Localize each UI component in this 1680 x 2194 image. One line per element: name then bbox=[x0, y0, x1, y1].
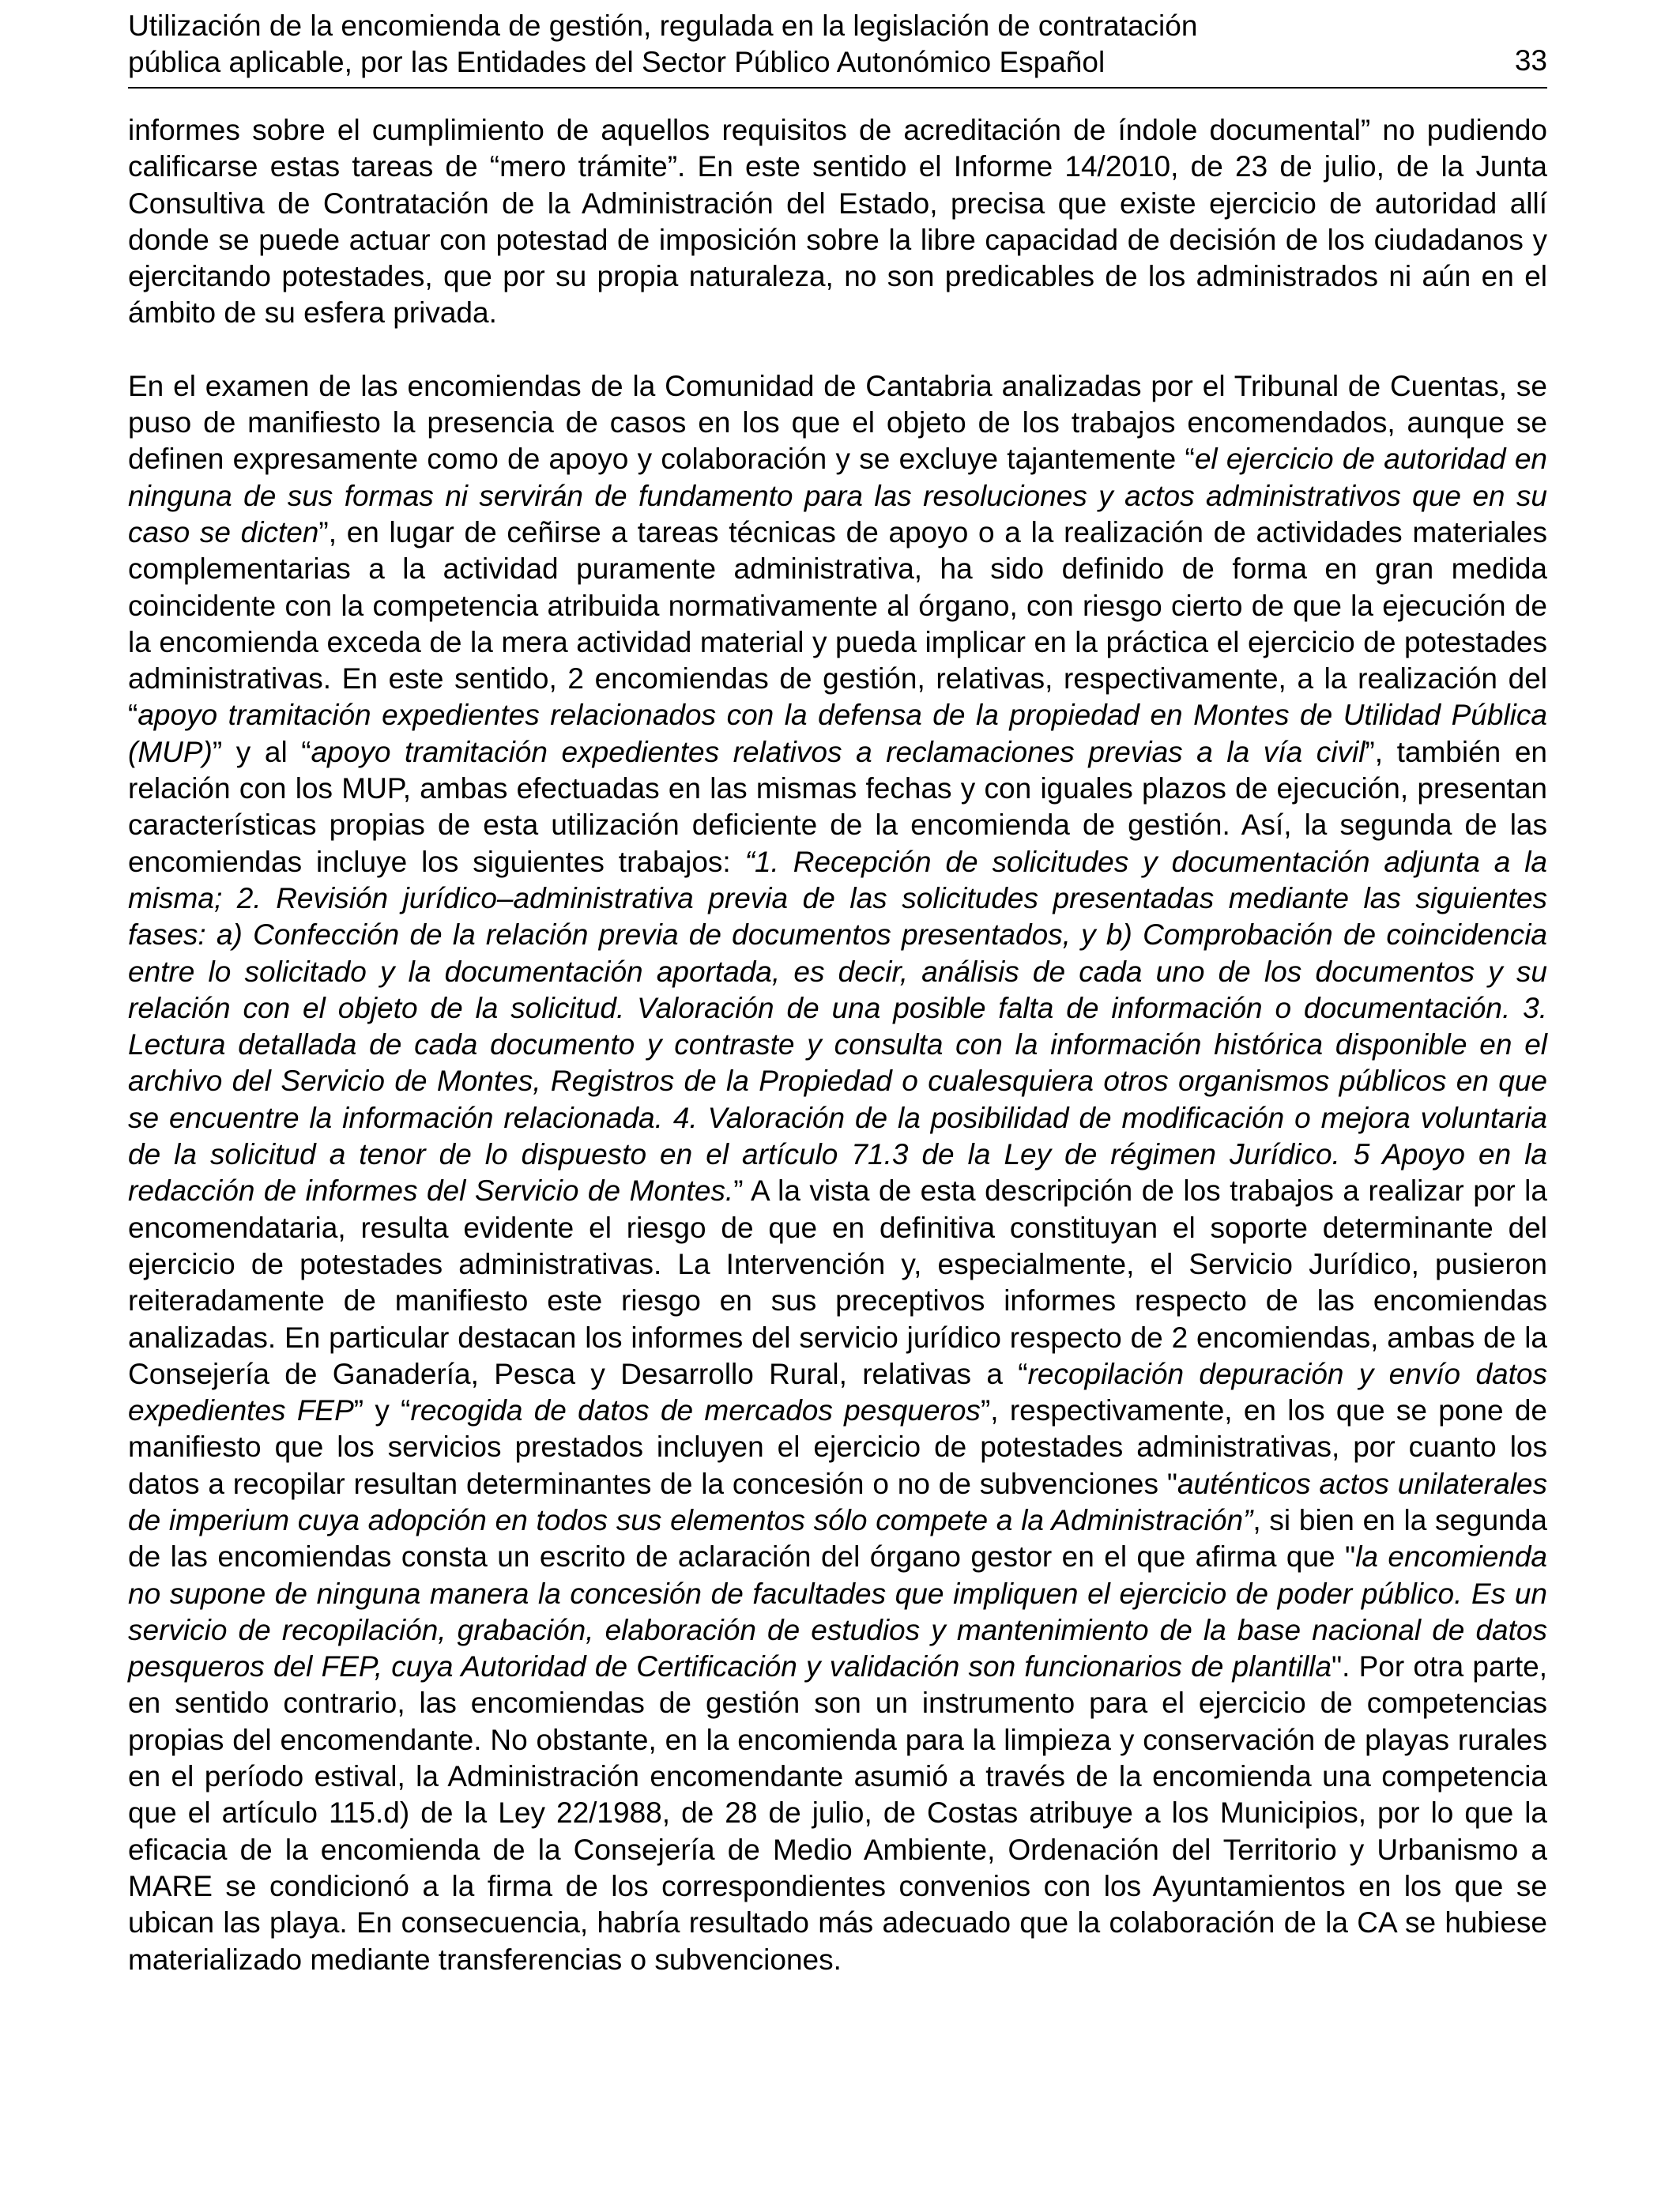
text-run: En el examen de las encomiendas de la Comunidad de Cantabria analizadas por el Tribunal de Cuentas, se puso de manifiesto la presencia de casos en los que el objeto de los trabajos encomendados, aunque se definen expresamente como de apoyo y colaboración y se excluye tajantemente “ bbox=[128, 369, 1547, 476]
text-run: ” A la vista de esta descripción de los trabajos a realizar por la encomendataria, resulta evidente el riesgo de que en definitiva constituyan el soporte determinante del ejercicio de potestades administrativas. La Intervención y, especialmente, el Servicio Jurídico, pusieron reiteradamente de manifiesto este riesgo en sus preceptivos informes respecto de las encomiendas analizadas. En particular destacan los informes del servicio jurídico respecto de 2 encomiendas, ambas de la Consejería de Ganadería, Pesca y Desarrollo Rural, relativas a “ bbox=[128, 1174, 1547, 1390]
page-number: 33 bbox=[1514, 44, 1547, 77]
text-run: ” y al “ bbox=[212, 735, 311, 768]
text-run: ". Por otra parte, en sentido contrario, las encomiendas de gestión son un instrumento para el ejercicio de competencias propias del encomendante. No obstante, en la encomienda para la limpieza y conservación de playas rurales en el período estival, la Administración encomendante asumió a través de la encomienda una competencia que el artículo 115.d) de la Ley 22/1988, de 28 de julio, de Costas atribuye a los Municipios, por lo que la eficacia de la encomienda de la Consejería de Medio Ambiente, Ordenación del Territorio y Urbanismo a MARE se condicionó a la firma de los correspondientes convenios con los Ayuntamientos en los que se ubican las playa. En consecuencia, habría resultado más adecuado que la colaboración de la CA se hubiese materializado mediante transferencias o subvenciones. bbox=[128, 1650, 1547, 1976]
page-header bbox=[128, 8, 1547, 89]
italic-quote: la encomienda no supone de ninguna manera la concesión de facultades que impliquen el ejercicio de poder público. Es un servicio de recopilación, grabación, elaboración de estudios y mantenimiento de la base nacional de datos pesqueros del FEP, cuya Autoridad de Certificación y validación son funcionarios de plantilla bbox=[128, 1540, 1548, 1683]
page-body bbox=[128, 112, 1547, 1978]
italic-quote: apoyo tramitación expedientes relacionados con la defensa de la propiedad en Montes de Utilidad Pública (MUP) bbox=[128, 699, 1547, 768]
text-run: , si bien en la segunda de las encomiendas consta un escrito de aclaración del órgano gestor en el que afirma que " bbox=[128, 1503, 1547, 1574]
text-run: ”, en lugar de ceñirse a tareas técnicas de apoyo o a la realización de actividades materiales complementarias a la actividad puramente administrativa, ha sido definido de forma en gran medida coincidente con la competencia atribuida normativamente al órgano, con riesgo cierto de que la ejecución de la encomienda exceda de la mera actividad material y pueda implicar en la práctica el ejercicio de potestades administrativas. En este sentido, 2 encomiendas de gestión, relativas, respectivamente, a la realización del “ bbox=[128, 515, 1548, 732]
header-title-line-1: Utilización de la encomienda de gestión, regulada en la legislación de contratación bbox=[128, 9, 1198, 42]
text-run: ” y “ bbox=[353, 1394, 411, 1427]
italic-quote: “1. Recepción de solicitudes y documentación adjunta a la misma; 2. Revisión jurídico–administrativa previa de las solicitudes presentadas mediante las siguientes fases: a) Confección de la relación previa de documentos presentados, y b) Comprobación de coincidencia entre lo solicitado y la documentación aportada, es decir, análisis de cada uno de los documentos y su relación con el objeto de la solicitud. Valoración de una posible falta de información o documentación. 3. Lectura detallada de cada documento y contraste y consulta con la información histórica disponible en el archivo del Servicio de Montes, Registros de la Propiedad o cualesquiera otros organismos públicos en que se encuentre la información relacionada. 4. Valoración de la posibilidad de modificación o mejora voluntaria de la solicitud a tenor de lo dispuesto en el artículo 71.3 de la Ley de régimen Jurídico. 5 Apoyo en la redacción de informes del Servicio de Montes. bbox=[128, 845, 1548, 1208]
italic-quote: auténticos actos unilaterales de imperium cuya adopción en todos sus elementos sólo compete a la Administración” bbox=[128, 1467, 1547, 1536]
paragraph-2 bbox=[128, 368, 1547, 1978]
italic-quote: el ejercicio de autoridad en ninguna de sus formas ni servirán de fundamento para las resoluciones y actos administrativos que en su caso se dicten bbox=[128, 443, 1547, 548]
italic-quote: recopilación depuración y envío datos expedientes FEP bbox=[128, 1357, 1547, 1427]
italic-quote: recogida de datos de mercados pesqueros bbox=[410, 1394, 981, 1427]
italic-quote: apoyo tramitación expedientes relativos a reclamaciones previas a la vía civil bbox=[311, 735, 1365, 768]
text-run: ”, también en relación con los MUP, ambas efectuadas en las mismas fechas y con iguales plazos de ejecución, presentan características propias de esta utilización deficiente de la encomienda de gestión. Así, la segunda de las encomiendas incluye los siguientes trabajos: bbox=[128, 735, 1547, 878]
header-title-line-2: pública aplicable, por las Entidades del Sector Público Autonómico Español bbox=[128, 46, 1106, 78]
text-run: ”, respectivamente, en los que se pone de manifiesto que los servicios prestados incluyen el ejercicio de potestades administrativas, por cuanto los datos a recopilar resultan determinantes de la concesión o no de subvenciones " bbox=[128, 1394, 1547, 1500]
paragraph-1-text: informes sobre el cumplimiento de aquellos requisitos de acreditación de índole documental” no pudiendo calificarse estas tareas de “mero trámite”. En este sentido el Informe 14/2010, de 23 de julio, de la Junta Consultiva de Contratación de la Administración del Estado, precisa que existe ejercicio de autoridad allí donde se puede actuar con potestad de imposición sobre la libre capacidad de decisión de los ciudadanos y ejercitando potestades, que por su propia naturaleza, no son predicables de los administrados ni aún en el ámbito de su esfera privada. bbox=[128, 114, 1547, 330]
paragraph-1 bbox=[128, 112, 1547, 332]
